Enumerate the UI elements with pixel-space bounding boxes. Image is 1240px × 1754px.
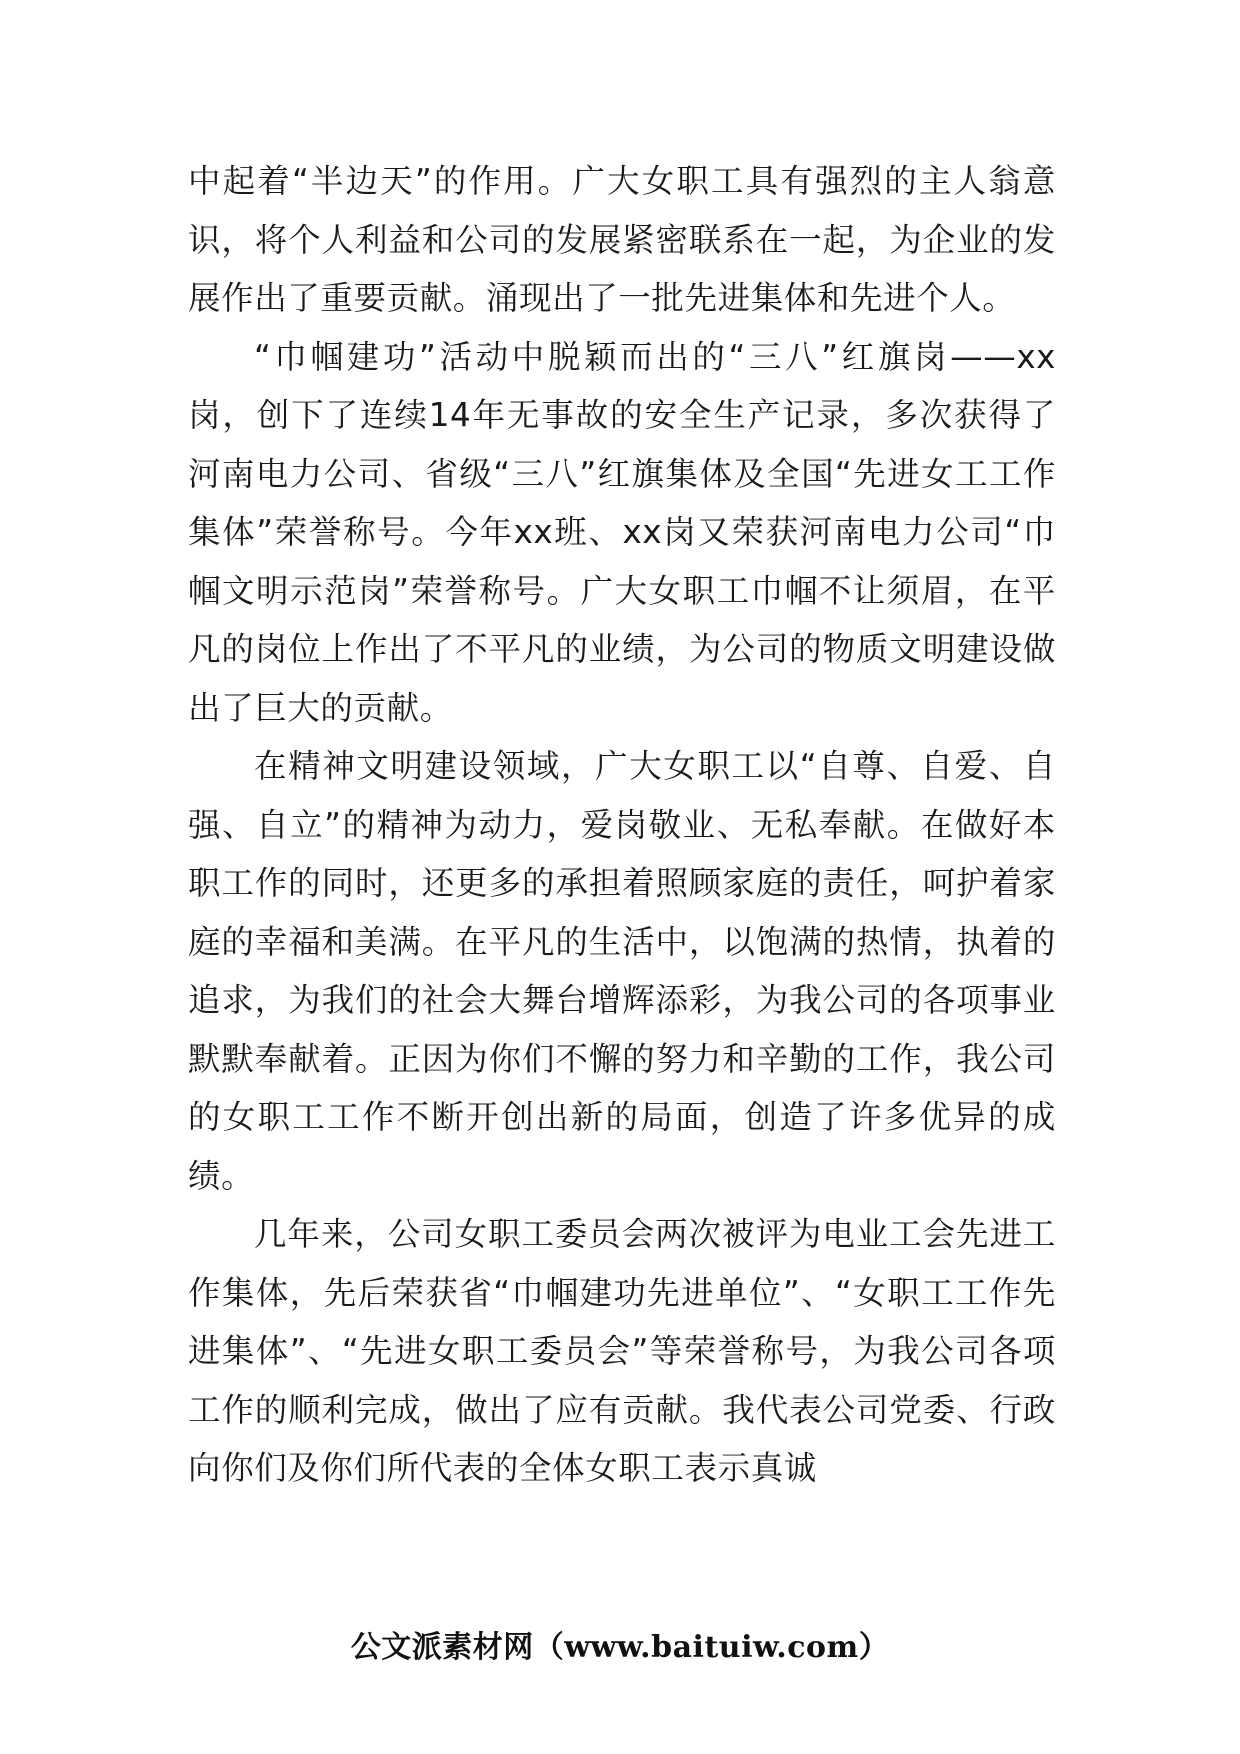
paragraph-1: 中起着“半边天”的作用。广大女职工具有强烈的主人翁意识，将个人利益和公司的发展紧密联系在一起，为企业的发展作出了重要贡献。涌现出了一批先进集体和先进个人。	[188, 162, 1056, 317]
footer-source-note: 公文派素材网（www.baituiw.com）	[350, 1630, 890, 1665]
paragraph-2: “巾帼建功”活动中脱颖而出的“三八”红旗岗——xx岗，创下了连续14年无事故的安全生产记录，多次获得了河南电力公司、省级“三八”红旗集体及全国“先进女工工作集体”荣誉称号。今年xx班、xx岗又荣获河南电力公司“巾帼文明示范岗”荣誉称号。广大女职工巾帼不让须眉，在平凡的岗位上作出了不平凡的业绩，为公司的物质文明建设做出了巨大的贡献。	[188, 337, 1056, 727]
paragraph-3: 在精神文明建设领域，广大女职工以“自尊、自爱、自强、自立”的精神为动力，爱岗敬业、无私奉献。在做好本职工作的同时，还更多的承担着照顾家庭的责任，呵护着家庭的幸福和美满。在平凡的生活中，以饱满的热情，执着的追求，为我们的社会大舞台增辉添彩，为我公司的各项事业默默奉献着。正因为你们不懈的努力和辛勤的工作，我公司的女职工工作不断开创出新的局面，创造了许多优异的成绩。	[188, 747, 1056, 1195]
paragraph-4: 几年来，公司女职工委员会两次被评为电业工会先进工作集体，先后荣获省“巾帼建功先进单位”、“女职工工作先进集体”、“先进女职工委员会”等荣誉称号，为我公司各项工作的顺利完成，做出了应有贡献。我代表公司党委、行政向你们及你们所代表的全体女职工表示真诚	[188, 1215, 1056, 1487]
document-body	[188, 152, 1056, 1498]
